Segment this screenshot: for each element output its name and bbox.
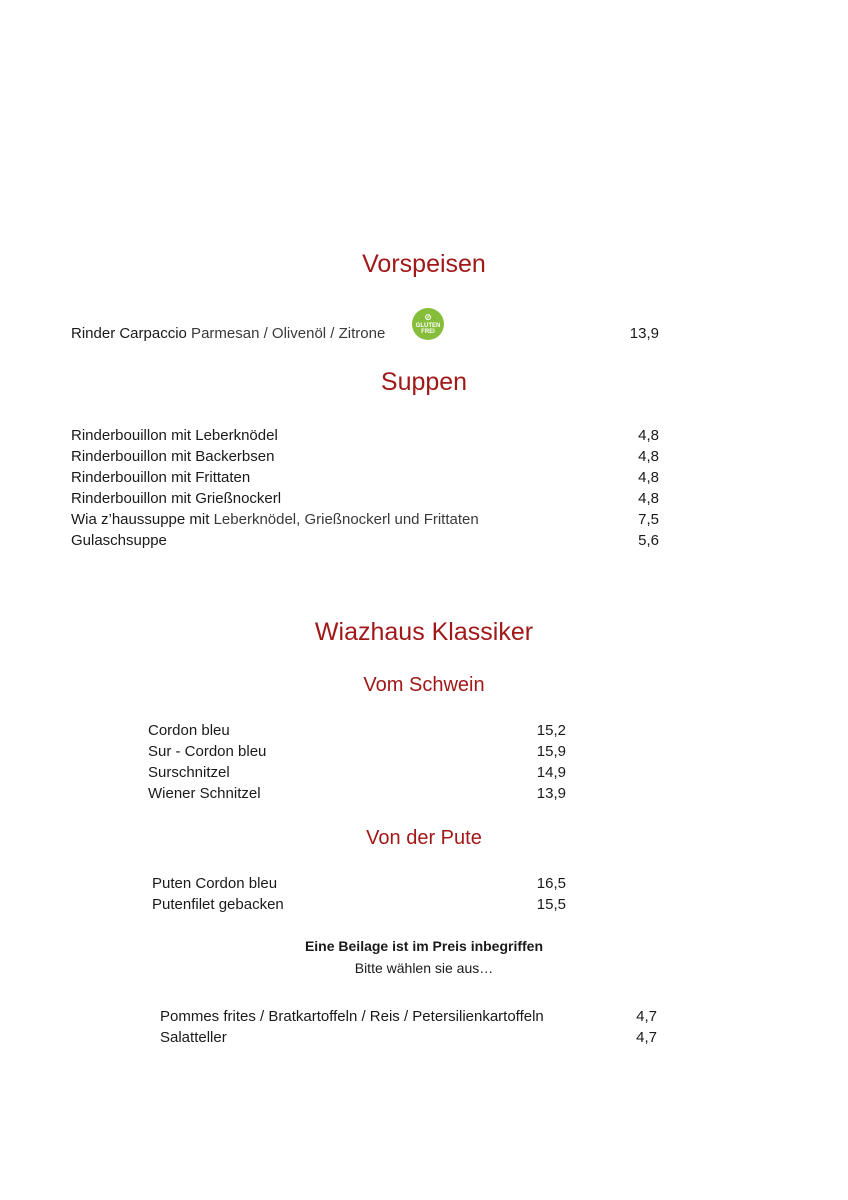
item-price: 4,8 <box>638 469 659 486</box>
menu-item <box>148 742 568 763</box>
item-price: 4,8 <box>638 427 659 444</box>
menu-item <box>71 447 659 468</box>
item-description: Leberknödel, Grießnockerl und Frittaten <box>209 511 479 528</box>
item-price: 4,7 <box>636 1029 657 1046</box>
menu-item <box>71 531 659 552</box>
menu-item <box>152 874 568 895</box>
beilage-note: Bitte wählen sie aus… <box>354 960 494 976</box>
item-price: 5,6 <box>638 532 659 549</box>
item-name: Gulaschsuppe <box>71 532 167 549</box>
item-name: Wiener Schnitzel <box>148 785 261 802</box>
menu-item <box>71 468 659 489</box>
item-price: 15,2 <box>536 722 566 739</box>
item-price: 16,5 <box>536 875 566 892</box>
item-name: Rinderbouillon mit Grießnockerl <box>71 490 282 507</box>
item-name: Sur - Cordon bleu <box>148 743 267 760</box>
item-description: Parmesan / Olivenöl / Zitrone <box>186 325 386 342</box>
item-price: 15,9 <box>536 743 566 760</box>
heading-von-der-pute: Von der Pute <box>366 827 482 849</box>
item-name: Surschnitzel <box>148 764 230 781</box>
item-name: Rinderbouillon mit Backerbsen <box>71 448 275 465</box>
menu-item <box>71 510 659 531</box>
item-price: 15,5 <box>536 896 566 913</box>
item-name: Wia z’haussuppe mit <box>71 511 210 528</box>
item-name: Salatteller <box>160 1029 227 1046</box>
menu-item <box>160 1028 657 1049</box>
item-name: Cordon bleu <box>148 722 230 739</box>
item-name: Rinderbouillon mit Leberknödel <box>71 427 278 444</box>
item-name: Pommes frites / Bratkartoffeln / Reis / Petersilienkartoffeln <box>160 1008 544 1025</box>
heading-vorspeisen: Vorspeisen <box>362 250 486 278</box>
menu-item <box>71 324 659 345</box>
menu-item <box>148 721 568 742</box>
item-name: Putenfilet gebacken <box>152 896 284 913</box>
item-price: 4,8 <box>638 490 659 507</box>
menu-item <box>71 426 659 447</box>
gluten-free-label: GLUTEN FREI <box>415 323 441 335</box>
item-price: 13,9 <box>629 325 659 342</box>
item-price: 13,9 <box>536 785 566 802</box>
item-price: 14,9 <box>536 764 566 781</box>
menu-item <box>148 784 568 805</box>
menu-item <box>148 763 568 784</box>
item-price: 7,5 <box>638 511 659 528</box>
heading-suppen: Suppen <box>380 368 468 396</box>
menu-item <box>160 1007 657 1028</box>
gluten-free-icon: ⊘ GLUTEN FREI <box>412 308 444 340</box>
item-name: Puten Cordon bleu <box>152 875 278 892</box>
item-price: 4,8 <box>638 448 659 465</box>
item-name: Rinderbouillon mit Frittaten <box>71 469 251 486</box>
item-name: Rinder Carpaccio <box>71 325 187 342</box>
beilage-note-bold: Eine Beilage ist im Preis inbegriffen <box>304 938 544 954</box>
heading-vom-schwein: Vom Schwein <box>363 674 485 696</box>
menu-item <box>71 489 659 510</box>
menu-item <box>152 895 568 916</box>
item-price: 4,7 <box>636 1008 657 1025</box>
heading-klassiker: Wiazhaus Klassiker <box>314 618 534 646</box>
